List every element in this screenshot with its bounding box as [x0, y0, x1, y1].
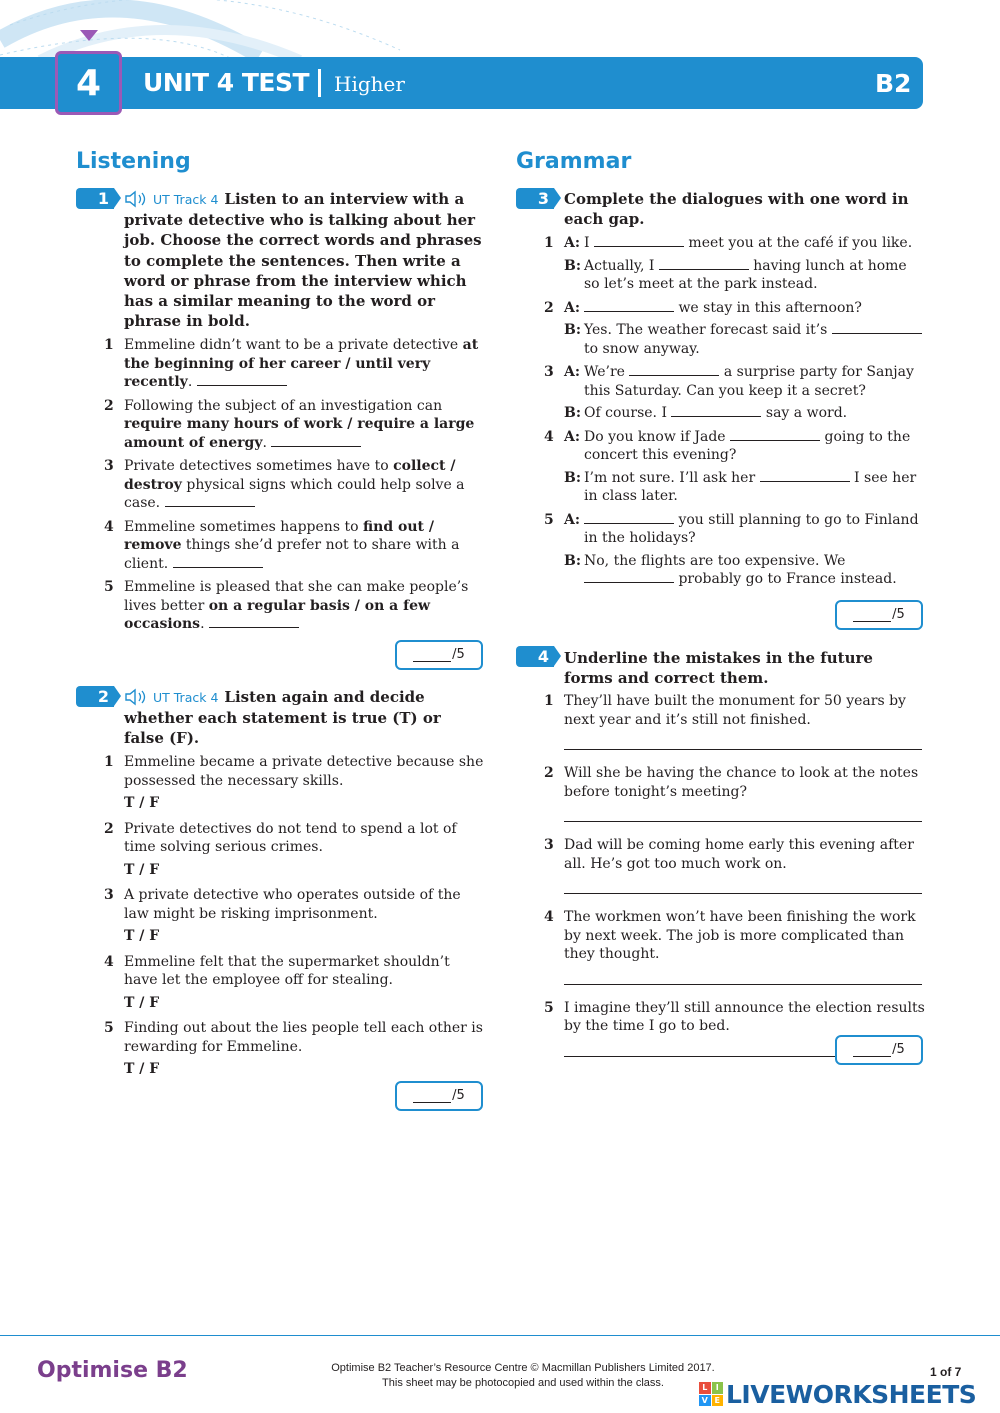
header-bar [0, 57, 923, 109]
dialogue-text: Do you know if Jade [584, 428, 731, 445]
dialogue-text: Yes. The weather forecast said it’s [584, 322, 832, 338]
dialogue-line-b [564, 469, 926, 506]
audio-track-1[interactable] [124, 192, 218, 207]
answer-blank[interactable] [584, 571, 674, 583]
answer-blank[interactable] [832, 322, 922, 334]
dialogue-text: We’re [584, 364, 630, 380]
item-text: physical signs which could help solve a case. [124, 476, 465, 511]
list-item [516, 692, 926, 750]
item-options[interactable]: require many hours of work / require a large amount of energy [124, 416, 475, 451]
dialogue-text: I [584, 235, 594, 251]
list-item [76, 1019, 486, 1079]
list-item [76, 820, 486, 880]
exercise-4-items [516, 692, 926, 1071]
dialogue-line-b [564, 404, 926, 423]
true-false-choice[interactable]: T / F [124, 795, 160, 811]
list-item [516, 836, 926, 894]
item-number: 3 [104, 887, 114, 903]
correction-line[interactable] [564, 984, 922, 985]
speaker-b: B: [564, 552, 582, 569]
dialogue-text: a surprise party for Sanjay this Saturday. Can you keep it a secret? [584, 364, 914, 399]
exercise-1-score-box[interactable] [395, 640, 483, 670]
item-number: 1 [544, 693, 554, 709]
item-number: 4 [544, 428, 554, 445]
item-text[interactable]: Dad will be coming home early this evening after all. He’s got too much work on. [564, 837, 914, 872]
dialogue-text: I’m not sure. I’ll ask her [584, 469, 760, 486]
track-label: UT Track 4 [153, 690, 219, 705]
copyright-line-1: Optimise B2 Teacher’s Resource Centre © Macmillan Publishers Limited 2017. [331, 1362, 715, 1374]
score-total: /5 [892, 607, 905, 622]
dialogue-line-a [564, 234, 926, 253]
unit-number-badge: 4 [55, 51, 122, 115]
item-options[interactable]: at the beginning of her career / until very recently [124, 337, 479, 390]
list-item [76, 397, 486, 453]
item-number: 5 [104, 1020, 114, 1036]
score-total: /5 [892, 1042, 905, 1057]
unit-marker-triangle [80, 30, 98, 41]
dialogue-item [516, 511, 926, 589]
liveworksheets-wordmark: LIVEWORKSHEETS [726, 1379, 977, 1409]
page-number: 1 of 7 [930, 1365, 962, 1379]
logo-letter: I [712, 1382, 724, 1394]
correction-line[interactable] [564, 893, 922, 894]
dialogue-line-b [564, 321, 926, 358]
dialogue-text: going to the concert this evening? [584, 428, 911, 463]
grammar-heading: Grammar [516, 149, 632, 174]
item-text: . [262, 434, 267, 451]
logo-letter: L [699, 1382, 711, 1394]
answer-blank[interactable] [671, 405, 761, 417]
item-number: 1 [104, 754, 114, 770]
dialogue-line-a [564, 428, 926, 465]
answer-blank[interactable] [209, 616, 299, 628]
exercise-2-instruction [124, 687, 484, 749]
unit-grade: B2 [875, 69, 912, 98]
answer-blank[interactable] [271, 435, 361, 447]
instruction-text: Listen again and decide whether each statement is true (T) or false (F). [124, 688, 441, 748]
exercise-3-number: 3 [516, 188, 554, 209]
item-text: . [200, 616, 205, 632]
true-false-choice[interactable]: T / F [124, 861, 160, 878]
item-number: 5 [544, 511, 554, 528]
item-text: Emmeline sometimes happens to [124, 518, 363, 535]
answer-blank[interactable] [730, 429, 820, 441]
list-item [516, 764, 926, 822]
speaker-a: A: [564, 299, 581, 316]
exercise-3-items [516, 234, 926, 594]
item-number: 5 [104, 579, 114, 595]
item-number: 4 [104, 518, 114, 535]
dialogue-text: having lunch at home so let’s meet at the park instead. [584, 257, 907, 292]
item-number: 1 [544, 235, 554, 251]
item-text[interactable]: The workmen won’t have been finishing the work by next week. The job is more complicated than they thought. [564, 909, 916, 962]
answer-blank[interactable] [584, 512, 674, 524]
exercise-1-number: 1 [76, 188, 114, 209]
speaker-a: A: [564, 235, 581, 251]
item-text: Private detectives sometimes have to [124, 458, 394, 474]
list-item [516, 908, 926, 985]
item-number: 2 [544, 765, 554, 781]
item-text: Following the subject of an investigation can [124, 397, 443, 414]
title-divider [318, 69, 321, 97]
dialogue-line-b [564, 552, 926, 589]
answer-blank[interactable] [584, 300, 674, 312]
list-item [76, 336, 486, 392]
dialogue-text: we stay in this afternoon? [674, 299, 862, 316]
item-text: Emmeline is pleased that she can make people’s lives better [124, 579, 469, 614]
list-item [76, 953, 486, 1013]
speaker-icon [124, 189, 150, 209]
item-number: 3 [544, 837, 554, 853]
score-total: /5 [452, 1088, 465, 1103]
list-item [76, 578, 486, 634]
copyright-line-2: This sheet may be photocopied and used within the class. [382, 1377, 664, 1389]
dialogue-text: I see her in class later. [584, 469, 917, 504]
footer-rule [0, 1335, 1000, 1336]
unit-title: UNIT 4 TEST [143, 68, 310, 97]
dialogue-line-a [564, 299, 926, 318]
item-options[interactable]: on a regular basis / on a few occasions [124, 597, 431, 632]
speaker-b: B: [564, 257, 582, 274]
speaker-b: B: [564, 469, 582, 486]
item-text: things she’d prefer not to share with a client. [124, 537, 460, 572]
item-number: 5 [544, 999, 554, 1016]
list-item [76, 753, 486, 813]
exercise-4-number: 4 [516, 646, 554, 667]
speaker-b: B: [564, 322, 582, 338]
speaker-a: A: [564, 511, 581, 528]
item-number: 4 [104, 953, 114, 970]
speaker-icon [124, 687, 150, 707]
answer-blank[interactable] [760, 470, 850, 482]
exercise-2-score-box[interactable] [395, 1081, 483, 1111]
liveworksheets-logo[interactable] [699, 1380, 995, 1408]
item-text: Emmeline felt that the supermarket shouldn’t have let the employee off for stealing. [124, 953, 450, 988]
item-text[interactable]: Will she be having the chance to look at the notes before tonight’s meeting? [564, 765, 919, 800]
dialogue-text: probably go to France instead. [674, 571, 897, 587]
unit-level: Higher [334, 72, 405, 96]
footer-brand: Optimise B2 [37, 1358, 188, 1383]
dialogue-item [516, 299, 926, 359]
list-item [76, 886, 486, 946]
speaker-b: B: [564, 405, 582, 421]
correction-line[interactable] [564, 749, 922, 750]
exercise-4-score-box[interactable] [835, 1035, 923, 1065]
item-number: 2 [104, 820, 114, 837]
exercise-2-items [76, 753, 486, 1086]
dialogue-line-b [564, 257, 926, 294]
item-text: Private detectives do not tend to spend a lot of time solving serious crimes. [124, 820, 457, 855]
answer-blank[interactable] [173, 556, 263, 568]
item-text: A private detective who operates outside of the law might be risking imprisonment. [124, 887, 461, 922]
dialogue-text: No, the flights are too expensive. We [584, 552, 846, 569]
list-item [76, 457, 486, 513]
dialogue-item [516, 428, 926, 506]
exercise-2-number: 2 [76, 686, 114, 707]
score-total: /5 [452, 647, 465, 662]
item-text: Finding out about the lies people tell each other is rewarding for Emmeline. [124, 1020, 483, 1055]
logo-letter: E [712, 1395, 724, 1407]
true-false-choice[interactable]: T / F [124, 994, 160, 1011]
listening-heading: Listening [76, 149, 191, 174]
item-text[interactable]: I imagine they’ll still announce the election results by the time I go to bed. [564, 999, 925, 1034]
instruction-text: Listen to an interview with a private detective who is talking about her job. Choose the correct words and phrases to complete the sentences. Then write a word or phrase from the interview which has a similar meaning to the word or phrase in bold. [124, 190, 482, 331]
exercise-1-instruction [124, 189, 484, 331]
exercise-3-score-box[interactable] [835, 600, 923, 630]
exercise-4-instruction: Underline the mistakes in the future forms and correct them. [564, 649, 873, 688]
dialogue-item [516, 234, 926, 294]
speaker-a: A: [564, 364, 581, 380]
list-item [76, 518, 486, 574]
item-text[interactable]: They’ll have built the monument for 50 years by next year and it’s still not finished. [564, 693, 906, 728]
item-text: Emmeline didn’t want to be a private detective [124, 337, 463, 353]
item-number: 3 [104, 458, 114, 474]
dialogue-text: Of course. I [584, 405, 672, 421]
true-false-choice[interactable]: T / F [124, 1061, 160, 1077]
track-label: UT Track 4 [153, 192, 219, 207]
item-options[interactable]: collect / destroy [124, 458, 456, 493]
dialogue-item [516, 363, 926, 423]
exercise-3-instruction: Complete the dialogues with one word in each gap. [564, 190, 909, 229]
answer-blank[interactable] [165, 495, 255, 507]
liveworksheets-icon [699, 1382, 723, 1406]
item-text: . [187, 374, 193, 390]
dialogue-text: say a word. [761, 405, 848, 421]
dialogue-text: you still planning to go to Finland in the holidays? [584, 511, 919, 546]
exercise-1-items [76, 336, 486, 639]
dialogue-text: meet you at the café if you like. [683, 235, 913, 251]
speaker-a: A: [564, 428, 581, 445]
logo-letter: V [699, 1395, 711, 1407]
answer-blank[interactable] [659, 258, 749, 270]
item-number: 2 [544, 299, 554, 316]
item-number: 2 [104, 397, 114, 414]
answer-blank[interactable] [594, 235, 684, 247]
correction-line[interactable] [564, 821, 922, 822]
true-false-choice[interactable]: T / F [124, 928, 160, 944]
answer-blank[interactable] [197, 374, 287, 386]
footer-copyright [318, 1361, 728, 1391]
dialogue-line-a [564, 511, 926, 548]
dialogue-text: to snow anyway. [584, 340, 700, 357]
dialogue-text: Actually, I [584, 257, 659, 274]
item-number: 4 [544, 909, 554, 925]
item-number: 1 [104, 337, 114, 353]
item-number: 3 [544, 364, 554, 380]
answer-blank[interactable] [629, 364, 719, 376]
item-options[interactable]: find out / remove [124, 518, 434, 553]
item-text: Emmeline became a private detective because she possessed the necessary skills. [124, 754, 484, 789]
audio-track-2[interactable] [124, 690, 218, 705]
dialogue-line-a [564, 363, 926, 400]
